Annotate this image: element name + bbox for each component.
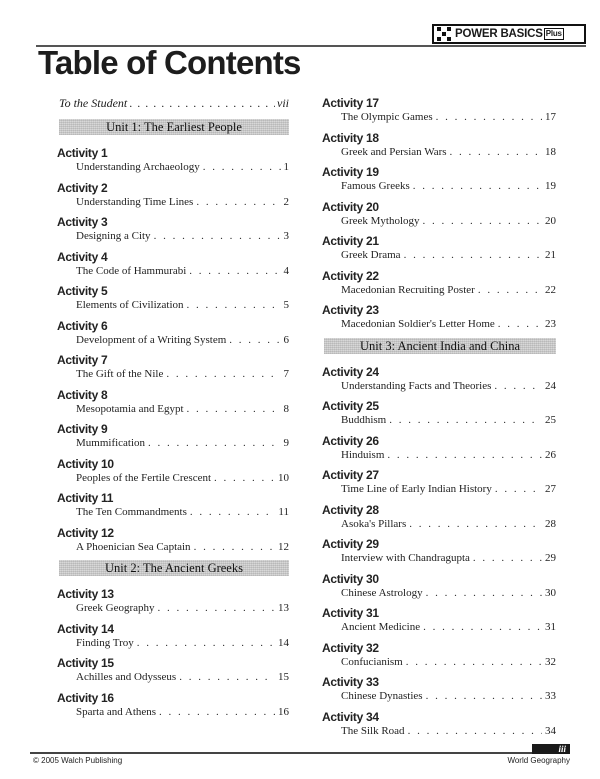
activity-line: [322, 379, 556, 393]
activity-title: Understanding Facts and Theories: [341, 379, 492, 392]
activity-line: [322, 689, 556, 703]
dot-leader: [423, 620, 542, 634]
logo-text: POWER BASICS: [455, 28, 543, 40]
activity-title: Famous Greeks: [341, 180, 410, 192]
toc-entry[interactable]: [57, 388, 289, 416]
activity-number: Activity 28: [322, 502, 379, 517]
toc-entry[interactable]: [322, 434, 556, 462]
dot-leader: [158, 601, 276, 615]
dot-leader: [194, 540, 275, 554]
toc-entry[interactable]: [57, 622, 289, 650]
dot-leader: [426, 689, 542, 703]
activity-title: Sparta and Athens: [76, 705, 157, 718]
activity-page: 24: [545, 379, 556, 392]
activity-line: [322, 179, 556, 193]
logo-plus: Plus: [545, 29, 562, 38]
activity-line: [57, 601, 289, 615]
toc-entry[interactable]: [322, 200, 556, 228]
activity-line: [322, 551, 556, 565]
activity-line: [322, 620, 556, 634]
activity-line: [322, 655, 556, 669]
activity-page: 18: [545, 145, 556, 158]
toc-entry[interactable]: [57, 215, 289, 243]
activity-line: [322, 448, 556, 462]
activity-number: Activity 16: [57, 690, 114, 705]
activity-page: 16: [278, 705, 289, 718]
activity-title: Mesopotamia and Egypt: [76, 402, 184, 415]
right-units: [322, 338, 556, 738]
activity-number: Activity 17: [322, 96, 379, 110]
toc-entry[interactable]: [57, 691, 289, 719]
activity-number: Activity 31: [322, 606, 379, 620]
activity-page: 33: [545, 690, 556, 702]
unit-heading: Unit 1: The Earliest People: [59, 119, 289, 135]
toc-entry[interactable]: [322, 303, 556, 331]
activity-title: Chinese Dynasties: [341, 690, 423, 702]
activity-title: Mummification: [76, 437, 146, 449]
activity-line: [322, 283, 556, 297]
activity-page: 1: [283, 161, 289, 173]
toc-entry[interactable]: [322, 537, 556, 565]
activity-title: Understanding Time Lines: [76, 195, 194, 208]
dot-leader: [413, 179, 542, 193]
toc-entry[interactable]: [57, 146, 289, 174]
activity-title: Achilles and Odysseus: [76, 671, 177, 683]
activity-line: [57, 402, 289, 416]
activity-page: 10: [278, 471, 289, 484]
activity-title: Time Line of Early Indian History: [341, 483, 492, 495]
left-units: [57, 119, 289, 719]
dot-leader: [409, 517, 542, 531]
toc-right-column: [322, 96, 556, 744]
dot-leader: [404, 248, 542, 262]
dot-leader: [179, 670, 275, 684]
activity-line: [322, 482, 556, 496]
dot-leader: [187, 402, 281, 416]
dot-leader: [148, 436, 280, 450]
activity-page: 11: [278, 506, 289, 518]
to-the-student-page: vii: [277, 96, 289, 110]
activity-title: Greek Drama: [341, 249, 401, 261]
activity-number: Activity 8: [57, 387, 108, 402]
toc-entry[interactable]: [322, 503, 556, 531]
dot-leader: [189, 264, 280, 278]
activity-line: [322, 214, 556, 228]
dot-leader: [473, 551, 542, 565]
toc-entry[interactable]: [322, 131, 556, 159]
activity-title: Chinese Astrology: [341, 586, 423, 599]
activity-page: 32: [545, 655, 556, 668]
activity-number: Activity 23: [322, 303, 379, 317]
activity-page: 9: [283, 437, 289, 449]
activity-title: The Silk Road: [341, 724, 405, 737]
dot-leader: [137, 636, 275, 650]
page-number: iii: [532, 744, 570, 754]
toc-entry[interactable]: [57, 422, 289, 450]
dot-leader: [190, 505, 276, 519]
activity-title: The Olympic Games: [341, 111, 433, 123]
activity-page: 14: [278, 636, 289, 649]
activity-title: Ancient Medicine: [341, 621, 421, 633]
activity-line: [57, 436, 289, 450]
activity-line: [57, 195, 289, 209]
toc-entry[interactable]: [57, 457, 289, 485]
toc-entry[interactable]: [322, 399, 556, 427]
toc-entry[interactable]: [57, 181, 289, 209]
activity-title: Elements of Civilization: [76, 299, 184, 311]
dot-leader: [203, 160, 281, 174]
to-the-student-label: To the Student: [59, 96, 128, 110]
activity-title: Peoples of the Fertile Crescent: [76, 471, 212, 484]
activity-number: Activity 1: [57, 146, 108, 160]
dot-leader: [436, 110, 542, 124]
footer-rule: [30, 752, 570, 754]
toc-entry[interactable]: [57, 319, 289, 347]
dot-leader: [450, 145, 542, 159]
activity-title: Confucianism: [341, 655, 403, 668]
toc-entry[interactable]: [322, 641, 556, 669]
activity-page: 25: [545, 414, 556, 426]
activity-title: Asoka's Pillars: [341, 517, 407, 530]
activity-page: 5: [283, 299, 289, 311]
activity-number: Activity 3: [57, 215, 108, 229]
toc-entry[interactable]: [322, 710, 556, 738]
activity-line: [322, 413, 556, 427]
dot-leader: [196, 195, 280, 209]
dot-leader: [478, 283, 542, 297]
toc-entry[interactable]: [57, 250, 289, 278]
activity-line: [57, 636, 289, 650]
activity-page: 31: [545, 621, 556, 633]
grid-logo-icon: [437, 27, 451, 41]
activity-page: 2: [283, 195, 289, 208]
toc-entry[interactable]: [57, 284, 289, 312]
activity-number: Activity 12: [57, 525, 114, 540]
activity-number: Activity 29: [322, 537, 379, 551]
activity-page: 3: [283, 230, 289, 242]
to-the-student-entry[interactable]: [57, 96, 289, 110]
activity-number: Activity 33: [322, 675, 379, 689]
toc-entry[interactable]: [57, 526, 289, 554]
activity-number: Activity 26: [322, 433, 379, 448]
activity-page: 4: [283, 264, 289, 277]
right-top-entries: [322, 96, 556, 331]
activity-title: A Phoenician Sea Captain: [76, 540, 191, 553]
activity-number: Activity 13: [57, 587, 114, 601]
activity-page: 7: [283, 368, 289, 380]
toc-entry[interactable]: [322, 234, 556, 262]
activity-line: [322, 248, 556, 262]
activity-line: [322, 724, 556, 738]
activity-number: Activity 21: [322, 234, 379, 248]
activity-number: Activity 34: [322, 709, 379, 724]
activity-line: [57, 670, 289, 684]
activity-title: The Gift of the Nile: [76, 368, 164, 380]
activity-line: [57, 540, 289, 554]
toc-entry[interactable]: [322, 365, 556, 393]
toc-left-column: [57, 96, 289, 725]
activity-page: 12: [278, 540, 289, 553]
activity-title: Macedonian Recruiting Poster: [341, 283, 475, 296]
toc-entry[interactable]: [322, 269, 556, 297]
activity-number: Activity 32: [322, 640, 379, 655]
activity-line: [57, 160, 289, 174]
toc-entry[interactable]: [57, 491, 289, 519]
dot-leader: [129, 96, 275, 110]
dot-leader: [498, 317, 542, 331]
activity-number: Activity 30: [322, 571, 379, 586]
activity-title: Greek and Persian Wars: [341, 145, 447, 158]
toc-entry[interactable]: [322, 606, 556, 634]
unit-heading: Unit 3: Ancient India and China: [324, 338, 556, 354]
activity-line: [57, 229, 289, 243]
activity-page: 34: [545, 724, 556, 737]
activity-page: 17: [545, 111, 556, 123]
activity-line: [57, 367, 289, 381]
activity-page: 22: [545, 283, 556, 296]
activity-number: Activity 6: [57, 318, 108, 333]
dot-leader: [166, 367, 280, 381]
dot-leader: [423, 214, 542, 228]
activity-number: Activity 20: [322, 199, 379, 214]
dot-leader: [426, 586, 542, 600]
activity-title: The Code of Hammurabi: [76, 264, 187, 277]
toc-entry[interactable]: [57, 587, 289, 615]
dot-leader: [408, 724, 542, 738]
activity-page: 6: [283, 333, 289, 346]
activity-page: 27: [545, 483, 556, 495]
activity-number: Activity 18: [322, 130, 379, 145]
activity-line: [322, 317, 556, 331]
activity-page: 23: [545, 318, 556, 330]
toc-entry[interactable]: [57, 656, 289, 684]
activity-title: Hinduism: [341, 448, 385, 461]
activity-number: Activity 24: [322, 364, 379, 379]
activity-title: Greek Mythology: [341, 214, 420, 227]
toc-entry[interactable]: [322, 675, 556, 703]
activity-line: [57, 505, 289, 519]
activity-line: [57, 333, 289, 347]
activity-title: Designing a City: [76, 230, 151, 242]
activity-line: [57, 705, 289, 719]
dot-leader: [387, 448, 542, 462]
dot-leader: [495, 482, 542, 496]
copyright: © 2005 Walch Publishing: [33, 756, 123, 765]
toc-entry[interactable]: [57, 353, 289, 381]
activity-line: [322, 517, 556, 531]
activity-number: Activity 7: [57, 353, 108, 367]
activity-page: 30: [545, 586, 556, 599]
activity-number: Activity 2: [57, 180, 108, 195]
dot-leader: [389, 413, 542, 427]
activity-line: [57, 298, 289, 312]
activity-number: Activity 19: [322, 165, 379, 179]
book-title: World Geography: [507, 756, 570, 765]
activity-line: [322, 586, 556, 600]
activity-title: Finding Troy: [76, 636, 134, 649]
toc-entry[interactable]: [322, 165, 556, 193]
power-basics-logo: [432, 24, 586, 44]
dot-leader: [159, 705, 275, 719]
activity-title: Development of a Writing System: [76, 333, 227, 346]
activity-number: Activity 15: [57, 656, 114, 670]
dot-leader: [406, 655, 542, 669]
activity-line: [57, 471, 289, 485]
dot-leader: [229, 333, 280, 347]
activity-number: Activity 10: [57, 456, 114, 471]
dot-leader: [494, 379, 542, 393]
dot-leader: [187, 298, 281, 312]
activity-title: The Ten Commandments: [76, 506, 187, 518]
activity-number: Activity 25: [322, 399, 379, 413]
activity-number: Activity 5: [57, 284, 108, 298]
activity-number: Activity 9: [57, 422, 108, 436]
activity-page: 28: [545, 517, 556, 530]
activity-page: 21: [545, 249, 556, 261]
activity-title: Greek Geography: [76, 602, 155, 614]
activity-line: [322, 110, 556, 124]
activity-number: Activity 14: [57, 621, 114, 636]
activity-title: Macedonian Soldier's Letter Home: [341, 318, 495, 330]
activity-page: 13: [278, 602, 289, 614]
toc-entry[interactable]: [322, 572, 556, 600]
activity-page: 20: [545, 214, 556, 227]
activity-title: Interview with Chandragupta: [341, 552, 470, 564]
activity-page: 19: [545, 180, 556, 192]
unit-heading: Unit 2: The Ancient Greeks: [59, 560, 289, 576]
activity-number: Activity 27: [322, 468, 379, 482]
activity-title: Buddhism: [341, 414, 387, 426]
dot-leader: [214, 471, 275, 485]
activity-page: 29: [545, 552, 556, 564]
toc-entry[interactable]: [322, 468, 556, 496]
activity-page: 15: [278, 671, 289, 683]
activity-title: Understanding Archaeology: [76, 161, 200, 173]
activity-number: Activity 11: [57, 491, 114, 505]
toc-entry[interactable]: [322, 96, 556, 124]
activity-page: 8: [283, 402, 289, 415]
activity-page: 26: [545, 448, 556, 461]
dot-leader: [154, 229, 281, 243]
page-title: Table of Contents: [38, 44, 301, 81]
activity-number: Activity 4: [57, 249, 108, 264]
activity-line: [322, 145, 556, 159]
activity-number: Activity 22: [322, 268, 379, 283]
activity-line: [57, 264, 289, 278]
